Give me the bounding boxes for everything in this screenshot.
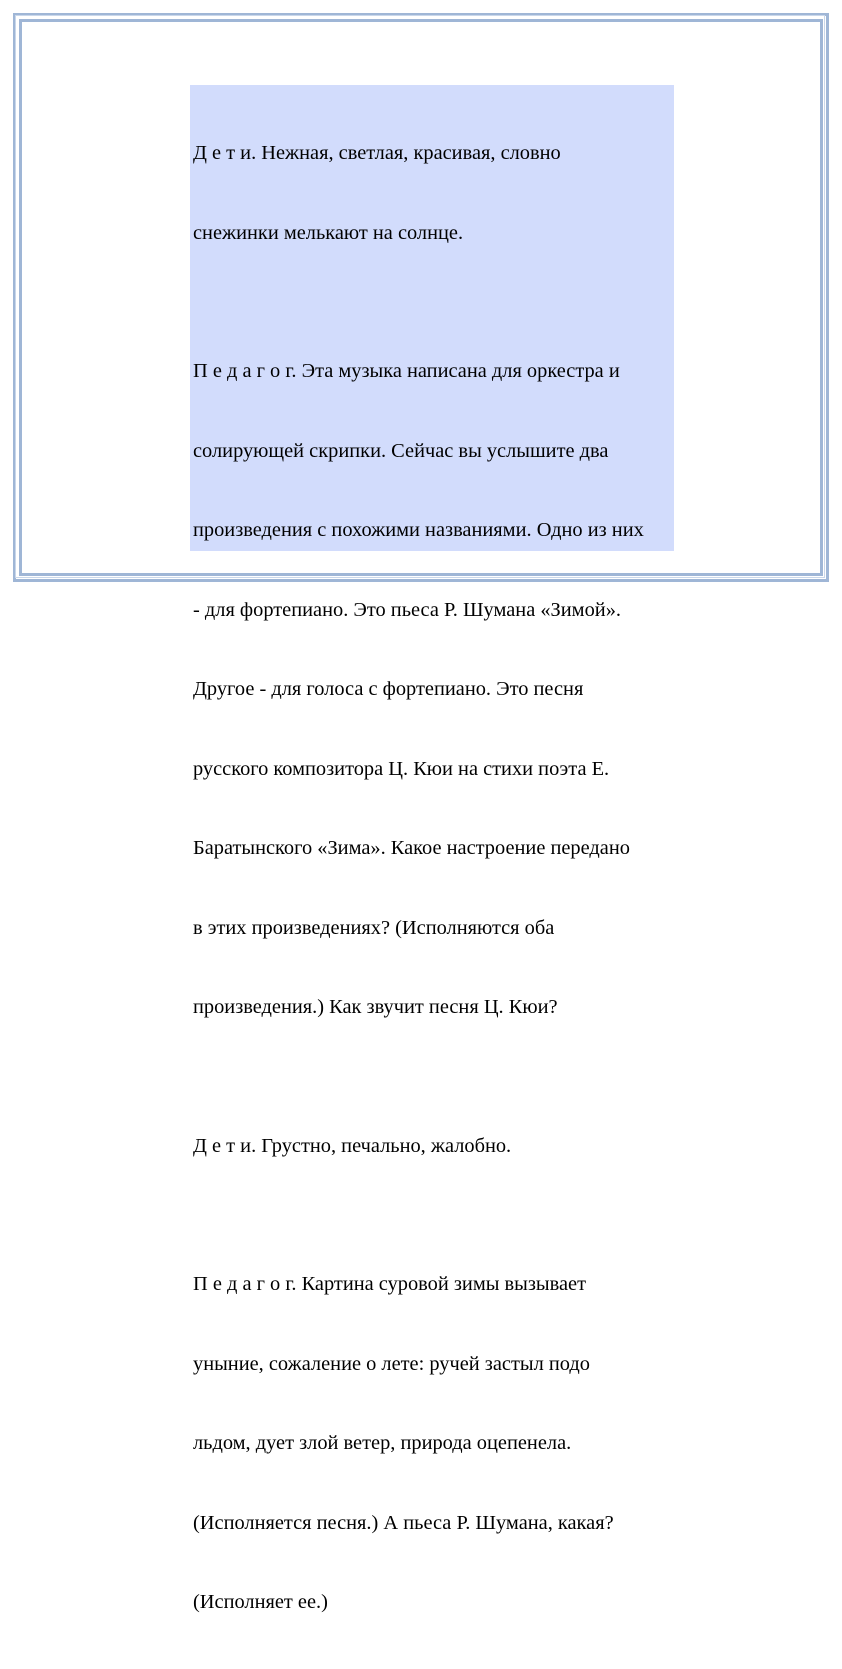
text-line: Д е т и. Нежная, светлая, красивая, словно <box>193 142 561 164</box>
text-line: уныние, сожаление о лете: ручей застыл подо <box>193 1352 590 1375</box>
text-line: Д е т и. Грустно, печально, жалобно. <box>193 1134 512 1157</box>
text-line: Другое - для голоса с фортепиано. Это песня <box>193 678 584 700</box>
text-line: произведения.) Как звучит песня Ц. Кюи? <box>193 996 558 1018</box>
text-line: солирующей скрипки. Сейчас вы услышите два <box>193 439 609 462</box>
text-line: произведения с похожими названиями. Одно из них <box>193 519 644 541</box>
text-line: русского композитора Ц. Кюи на стихи поэта Е. <box>193 757 610 780</box>
text-line: (Исполняет ее.) <box>193 1591 328 1613</box>
text-line: (Исполняется песня.) А пьеса Р. Шумана, какая? <box>193 1511 614 1534</box>
text-line: Баратынского «Зима». Какое настроение передано <box>193 837 630 859</box>
text-line: - для фортепиано. Это пьеса Р. Шумана «Зимой». <box>193 598 621 621</box>
text-line: льдом, дует злой ветер, природа оцепенела. <box>193 1432 572 1454</box>
paragraph-teacher-1 <box>193 305 670 1074</box>
text-line: снежинки мелькают на солнце. <box>193 221 464 244</box>
paragraph-teacher-2 <box>193 1218 670 1669</box>
dialogue-text-panel <box>190 85 674 1613</box>
paragraph-children-1 <box>193 87 670 299</box>
paragraph-children-2 <box>193 1080 670 1213</box>
text-line: в этих произведениях? (Исполняются оба <box>193 916 555 939</box>
text-line: П е д а г о г. Эта музыка написана для оркестра и <box>193 360 620 382</box>
text-line: П е д а г о г. Картина суровой зимы вызывает <box>193 1273 586 1295</box>
